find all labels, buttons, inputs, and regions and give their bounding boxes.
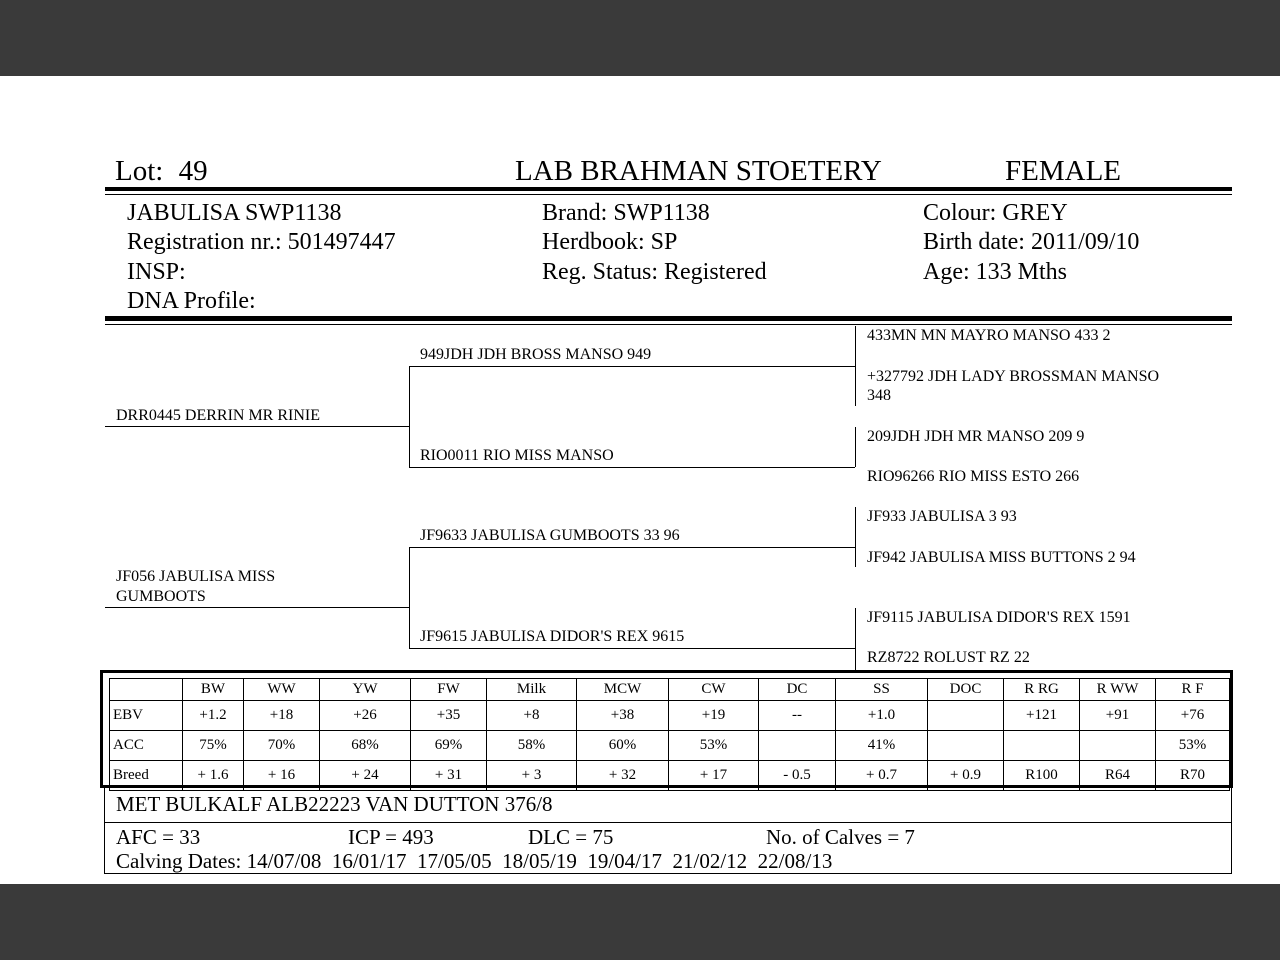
header-rule-thin <box>105 194 1232 195</box>
ebv-cell: 69% <box>411 731 487 761</box>
ebv-row-ebv <box>110 701 1230 731</box>
ebv-cell: + 32 <box>577 761 669 791</box>
ebv-cell: 58% <box>487 731 577 761</box>
ebv-col-header: YW <box>320 679 411 701</box>
catalogue-page <box>0 76 1280 884</box>
pedigree-sire: DRR0445 DERRIN MR RINIE <box>116 407 321 424</box>
ebv-cell: + 1.6 <box>183 761 244 791</box>
pedigree-dam-dam: JF9615 JABULISA DIDOR'S REX 9615 <box>420 628 685 645</box>
pedigree-dsd: JF942 JABULISA MISS BUTTONS 2 94 <box>867 549 1136 566</box>
ebv-row-acc <box>110 731 1230 761</box>
pedigree-dss: JF933 JABULISA 3 93 <box>867 508 1017 525</box>
ebv-cell: +26 <box>320 701 411 731</box>
pedigree-ssd-line1: +327792 JDH LADY BROSSMAN MANSO <box>867 368 1160 385</box>
info-rule-thin <box>105 324 1232 325</box>
ebv-cell: 53% <box>669 731 759 761</box>
reg-status-field: Reg. Status: Registered <box>542 259 767 285</box>
ebv-cell: + 31 <box>411 761 487 791</box>
ebv-cell: +38 <box>577 701 669 731</box>
ebv-cell: 70% <box>244 731 320 761</box>
ebv-col-header: R F <box>1156 679 1230 701</box>
ebv-col-header: CW <box>669 679 759 701</box>
brand-field: Brand: SWP1138 <box>542 200 710 226</box>
met-info: MET BULKALF ALB22223 VAN DUTTON 376/8 <box>116 792 553 816</box>
lot-label-text: Lot: <box>115 155 164 187</box>
birth-date-field: Birth date: 2011/09/10 <box>923 229 1140 255</box>
pedigree-ddd: RZ8722 ROLUST RZ 22 <box>867 649 1030 666</box>
info-rule-thick <box>105 316 1232 321</box>
ebv-cell: + 0.7 <box>836 761 928 791</box>
ebv-cell: +35 <box>411 701 487 731</box>
ebv-cell: +1.0 <box>836 701 928 731</box>
stud-name: LAB BRAHMAN STOETERY <box>515 155 882 187</box>
ebv-cell <box>928 731 1004 761</box>
ebv-col-header <box>110 679 183 701</box>
ebv-cell <box>928 701 1004 731</box>
ebv-col-header: R WW <box>1080 679 1156 701</box>
ebv-cell: 41% <box>836 731 928 761</box>
dna-profile: DNA Profile: <box>127 288 256 314</box>
ebv-cell <box>1080 731 1156 761</box>
calving-dates: Calving Dates: 14/07/08 16/01/17 17/05/05 18/05/19 19/04/17 21/02/12 22/08/13 <box>116 849 833 873</box>
pedigree-dam-sire: JF9633 JABULISA GUMBOOTS 33 96 <box>420 527 680 544</box>
insp-field: INSP: <box>127 259 186 285</box>
herdbook-field: Herdbook: SP <box>542 229 678 255</box>
icp-value: ICP = 493 <box>348 825 434 849</box>
ebv-cell: +76 <box>1156 701 1230 731</box>
ebv-cell: +19 <box>669 701 759 731</box>
pedigree-sire-dam: RIO0011 RIO MISS MANSO <box>420 447 614 464</box>
calves-count: No. of Calves = 7 <box>766 825 915 849</box>
lot-number: 49 <box>178 155 208 187</box>
ebv-cell: R70 <box>1156 761 1230 791</box>
ebv-col-header: SS <box>836 679 928 701</box>
ebv-cell: + 3 <box>487 761 577 791</box>
ebv-col-header: MCW <box>577 679 669 701</box>
ebv-col-header: Milk <box>487 679 577 701</box>
met-box <box>104 788 1232 823</box>
pedigree-ssd-line2: 348 <box>867 387 891 404</box>
lot-label <box>115 155 208 188</box>
ebv-cell: - 0.5 <box>759 761 836 791</box>
calving-box <box>104 823 1232 874</box>
pedigree-sds: 209JDH JDH MR MANSO 209 9 <box>867 428 1085 445</box>
ebv-cell: +121 <box>1004 701 1080 731</box>
pedigree-dam-line2: GUMBOOTS <box>116 588 206 605</box>
pedigree-sss: 433MN MN MAYRO MANSO 433 2 <box>867 327 1111 344</box>
ebv-row-label: EBV <box>110 701 183 731</box>
colour-field: Colour: GREY <box>923 200 1068 226</box>
ebv-row-label: ACC <box>110 731 183 761</box>
ebv-col-header: R RG <box>1004 679 1080 701</box>
ebv-cell: 68% <box>320 731 411 761</box>
ebv-cell: +8 <box>487 701 577 731</box>
afc-value: AFC = 33 <box>116 825 201 849</box>
ebv-cell: -- <box>759 701 836 731</box>
ebv-table <box>109 678 1230 791</box>
ebv-row-label: Breed <box>110 761 183 791</box>
ebv-col-header: BW <box>183 679 244 701</box>
sex-label: FEMALE <box>1005 155 1121 187</box>
ebv-header-row <box>110 679 1230 701</box>
ebv-cell: + 17 <box>669 761 759 791</box>
ebv-row-breed <box>110 761 1230 791</box>
animal-name: JABULISA SWP1138 <box>127 200 342 226</box>
ebv-cell: 75% <box>183 731 244 761</box>
pedigree-sire-sire: 949JDH JDH BROSS MANSO 949 <box>420 346 652 363</box>
header-rule-thick <box>105 187 1232 191</box>
ebv-cell: +1.2 <box>183 701 244 731</box>
ebv-cell: + 0.9 <box>928 761 1004 791</box>
pedigree-dds: JF9115 JABULISA DIDOR'S REX 1591 <box>867 609 1131 626</box>
ebv-cell: 60% <box>577 731 669 761</box>
pedigree-sdd: RIO96266 RIO MISS ESTO 266 <box>867 468 1080 485</box>
pedigree-dam-line1: JF056 JABULISA MISS <box>116 568 276 585</box>
ebv-cell: +91 <box>1080 701 1156 731</box>
ebv-cell: 53% <box>1156 731 1230 761</box>
ebv-cell: + 16 <box>244 761 320 791</box>
ebv-cell <box>1004 731 1080 761</box>
ebv-cell: R100 <box>1004 761 1080 791</box>
dlc-value: DLC = 75 <box>528 825 614 849</box>
ebv-col-header: DC <box>759 679 836 701</box>
ebv-col-header: FW <box>411 679 487 701</box>
ebv-cell: R64 <box>1080 761 1156 791</box>
ebv-cell: +18 <box>244 701 320 731</box>
registration-number: Registration nr.: 501497447 <box>127 229 396 255</box>
ebv-cell <box>759 731 836 761</box>
age-field: Age: 133 Mths <box>923 259 1067 285</box>
ebv-col-header: DOC <box>928 679 1004 701</box>
ebv-table-frame <box>100 670 1233 788</box>
ebv-cell: + 24 <box>320 761 411 791</box>
ebv-col-header: WW <box>244 679 320 701</box>
